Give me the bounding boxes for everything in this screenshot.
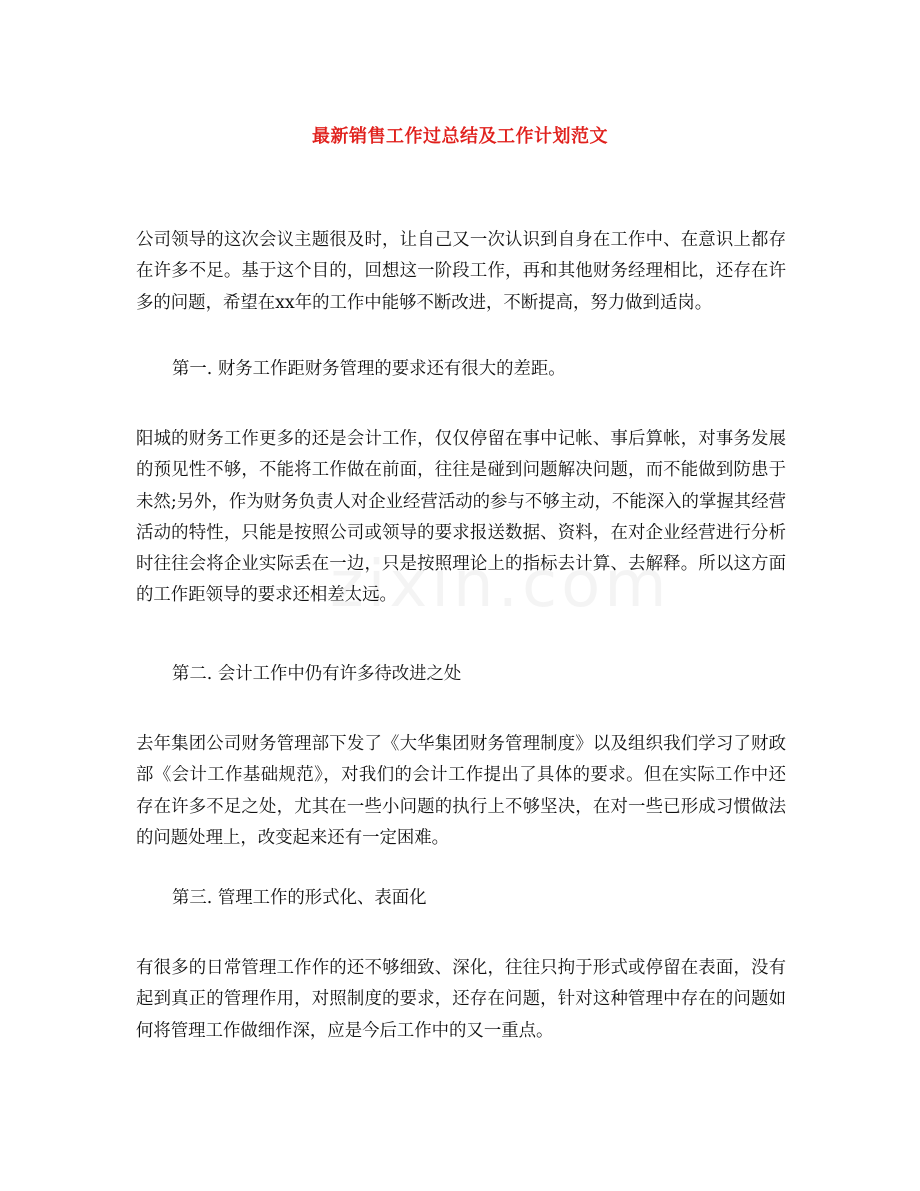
document-title: 最新销售工作过总结及工作计划范文 — [312, 126, 608, 147]
intro-paragraph: 公司领导的这次会议主题很及时，让自己又一次认识到自身在工作中、在意识上都存在许多不足。基于这个目的，回想这一阶段工作，再和其他财务经理相比，还存在许多的问题，希望在xx年的工作中能够不断改进，不断提高，努力做到适岗。 — [136, 230, 786, 313]
section-1-heading: 第一. 财务工作距财务管理的要求还有很大的差距。 — [172, 359, 566, 379]
section-2-body: 去年集团公司财务管理部下发了《大华集团财务管理制度》以及组织我们学习了财政部《会计工作基础规范》，对我们的会计工作提出了具体的要求。但在实际工作中还存在许多不足之处，尤其在一些小问题的执行上不够坚决，在对一些已形成习惯做法的问题处理上，改变起来还有一定困难。 — [136, 734, 786, 848]
section-2-heading: 第二. 会计工作中仍有许多待改进之处 — [172, 664, 462, 684]
section-3-body: 有很多的日常管理工作作的还不够细致、深化，往往只拘于形式或停留在表面，没有起到真正的管理作用，对照制度的要求，还存在问题，针对这种管理中存在的问题如何将管理工作做细作深，应是今后工作中的又一重点。 — [136, 958, 786, 1041]
section-1-body: 阳城的财务工作更多的还是会计工作，仅仅停留在事中记帐、事后算帐，对事务发展的预见性不够，不能将工作做在前面，往往是碰到问题解决问题，而不能做到防患于未然;另外，作为财务负责人对企业经营活动的参与不够主动，不能深入的掌握其经营活动的特性，只能是按照公司或领导的要求报送数据、资料，在对企业经营进行分析时往往会将企业实际丢在一边，只是按照理论上的指标去计算、去解释。所以这方面的工作距领导的要求还相差太远。 — [136, 429, 786, 606]
section-3-heading: 第三. 管理工作的形式化、表面化 — [172, 888, 427, 908]
